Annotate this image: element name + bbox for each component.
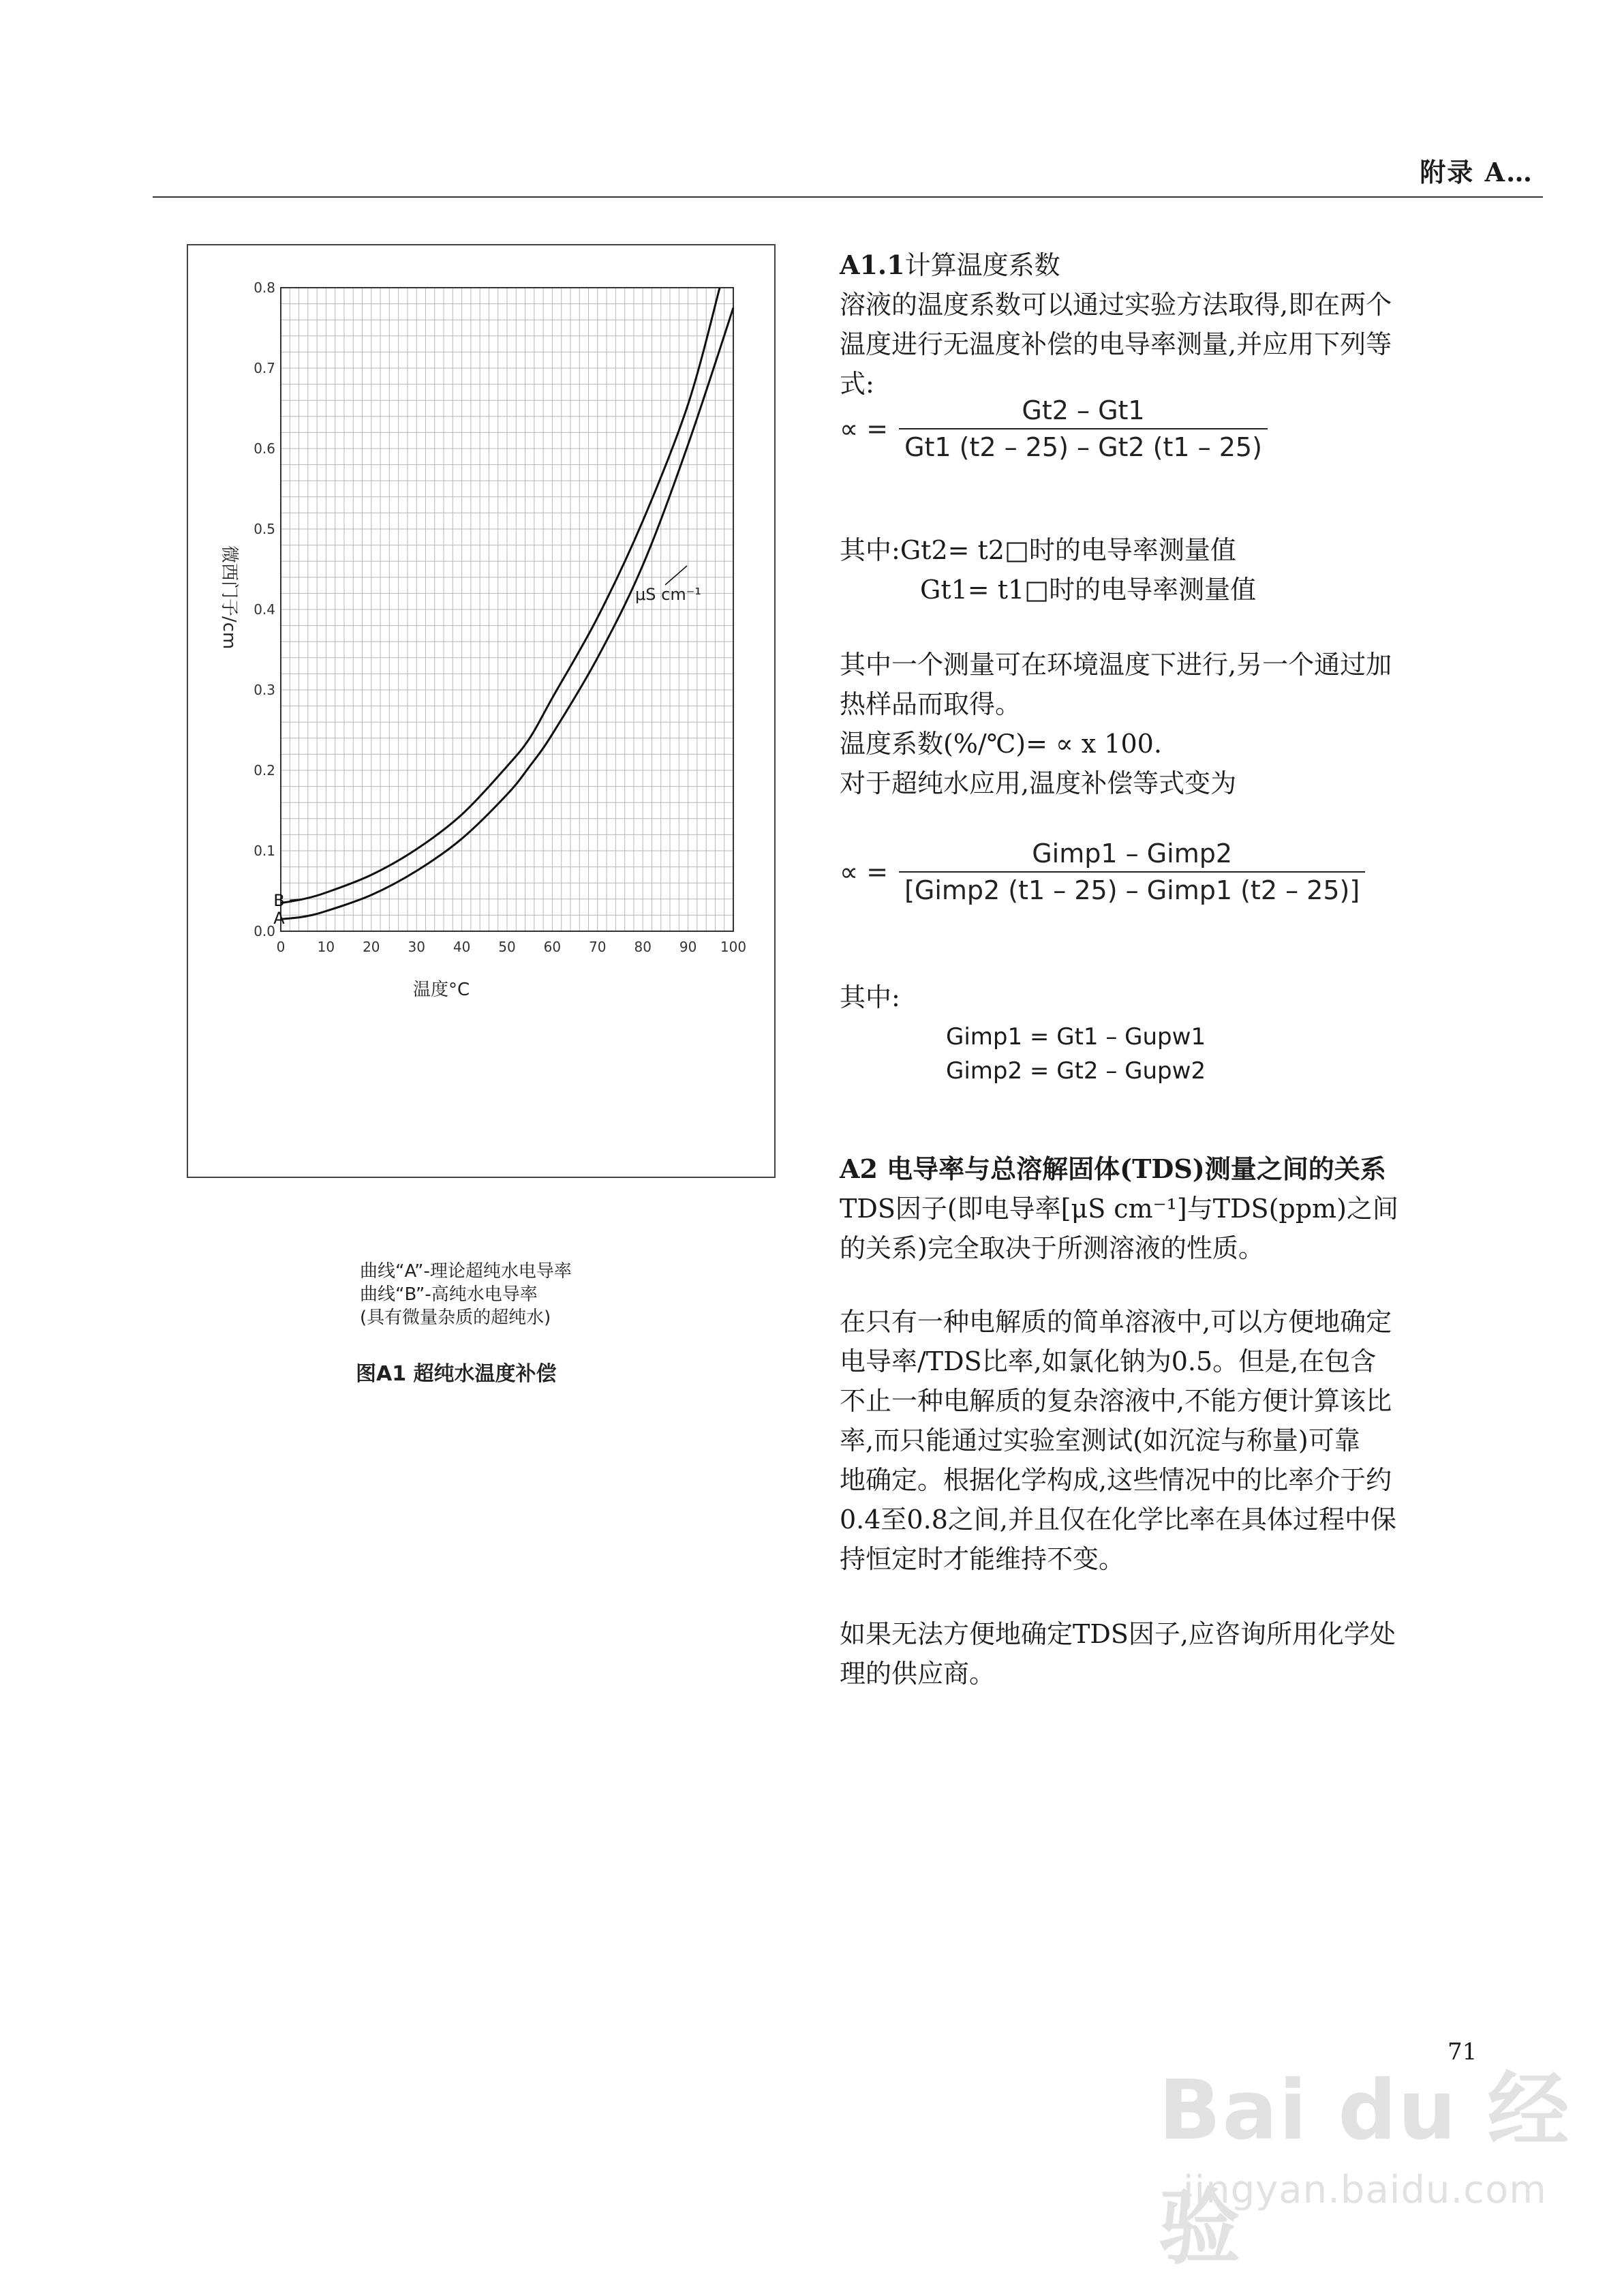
section-a11-para2 (840, 645, 1473, 803)
where-block-1 (840, 530, 1473, 609)
figure-caption (360, 1260, 769, 1329)
y-tick-label: 0.6 (254, 440, 275, 457)
unit-label-leader (665, 566, 687, 585)
heading-number: A1.1 (840, 250, 905, 280)
caption-line-b: 曲线“B”-高纯水电导率 (360, 1284, 538, 1305)
y-tick-label: 0.5 (254, 521, 275, 537)
where-label: 其中: (840, 535, 900, 565)
x-tick-label: 0 (276, 939, 286, 955)
x-tick-label: 60 (543, 939, 562, 955)
formula-lhs: ∝ = (840, 857, 889, 887)
section-a2-para3 (840, 1614, 1473, 1693)
x-tick-label: 70 (589, 939, 607, 955)
section-a11-para1 (840, 285, 1473, 404)
para-line: 热样品而取得。 (840, 689, 1022, 719)
heading-text: 计算温度系数 (904, 250, 1060, 280)
para-line: 溶液的温度系数可以通过实验方法取得,即在两个 (840, 290, 1392, 320)
y-tick-label: 0.4 (254, 601, 275, 618)
para-line: 不止一种电解质的复杂溶液中,不能方便计算该比 (840, 1386, 1392, 1416)
page-number: 71 (1448, 2038, 1478, 2066)
formula-lhs: ∝ = (840, 414, 889, 444)
para-line: 其中一个测量可在环境温度下进行,另一个通过加 (840, 650, 1392, 680)
para-line: 率,而只能通过实验室测试(如沉淀与称量)可靠 (840, 1425, 1360, 1455)
figure-title: 图A1 超纯水温度补偿 (356, 1362, 557, 1386)
formula-fraction (899, 395, 1268, 462)
para-line: 理的供应商。 (840, 1659, 996, 1689)
para-line: 持恒定时才能维持不变。 (840, 1544, 1125, 1574)
y-tick-label: 0.3 (254, 682, 275, 698)
chart-xlabel: 温度°C (413, 980, 470, 1000)
header-rule (153, 196, 1543, 198)
where-block-2 (946, 1020, 1206, 1088)
x-tick-label: 90 (679, 939, 697, 955)
formula-alpha-1 (840, 395, 1268, 462)
y-tick-label: 0.8 (254, 280, 275, 296)
series-label-a: A (273, 908, 285, 928)
caption-line-note: (具有微量杂质的超纯水) (360, 1308, 551, 1328)
para-line: 0.4至0.8之间,并且仅在化学比率在具体过程中保 (840, 1505, 1396, 1535)
chart-unit-label: μS cm⁻¹ (635, 585, 701, 604)
formula-fraction (899, 839, 1365, 905)
watermark-url: jingyan.baidu.com (1183, 2168, 1547, 2212)
para-line: 地确定。根据化学构成,这些情况中的比率介于约 (840, 1465, 1392, 1495)
para-line: 在只有一种电解质的简单溶液中,可以方便地确定 (840, 1307, 1392, 1337)
formula-alpha-2 (840, 839, 1365, 905)
x-tick-label: 20 (363, 939, 380, 955)
y-tick-label: 0.2 (254, 762, 275, 779)
temperature-compensation-chart (188, 245, 777, 1179)
para-line: TDS因子(即电导率[μS cm⁻¹]与TDS(ppm)之间 (840, 1194, 1398, 1224)
y-tick-label: 0.0 (254, 923, 275, 939)
header-title: 附录 A… (1420, 157, 1533, 187)
section-a2-para2 (840, 1302, 1473, 1579)
series-label-b: B (273, 890, 285, 910)
para-line: 温度系数(%/℃)= ∝ x 100. (840, 729, 1162, 759)
para-line: 如果无法方便地确定TDS因子,应咨询所用化学处 (840, 1619, 1396, 1649)
formula-denominator: Gt1 (t2 – 25) – Gt2 (t1 – 25) (899, 428, 1268, 462)
heading-text: A2 电导率与总溶解固体(TDS)测量之间的关系 (840, 1153, 1386, 1184)
x-tick-label: 80 (634, 939, 652, 955)
para-line: 式: (840, 369, 874, 399)
section-a2-para1 (840, 1189, 1473, 1268)
formula-denominator: [Gimp2 (t1 – 25) – Gimp1 (t2 – 25)] (899, 871, 1365, 905)
y-tick-label: 0.7 (254, 360, 275, 376)
para-line: 对于超纯水应用,温度补偿等式变为 (840, 768, 1237, 798)
chart-ylabel: 微西门子/cm (219, 545, 239, 650)
x-tick-label: 30 (408, 939, 425, 955)
x-tick-label: 40 (453, 939, 471, 955)
figure-frame (187, 244, 776, 1386)
where-label-2: 其中: (840, 982, 900, 1012)
x-tick-label: 50 (498, 939, 516, 955)
chart-series (273, 288, 733, 928)
watermark-logo: Bai du 经验 (1159, 2064, 1571, 2276)
where-line: Gimp2 = Gt2 – Gupw2 (946, 1057, 1206, 1085)
chart-tick-labels (254, 280, 746, 955)
where-line: Gt1= t1□时的电导率测量值 (920, 575, 1257, 605)
caption-line-a: 曲线“A”-理论超纯水电导率 (360, 1261, 572, 1282)
x-tick-label: 100 (720, 939, 747, 955)
section-a11-heading (840, 245, 1473, 285)
where-line: Gimp1 = Gt1 – Gupw1 (946, 1023, 1206, 1051)
para-line: 的关系)完全取决于所测溶液的性质。 (840, 1233, 1264, 1263)
where-line: Gt2= t2□时的电导率测量值 (900, 535, 1236, 565)
y-tick-label: 0.1 (254, 843, 275, 859)
chart-grid (281, 288, 733, 931)
section-a2-heading (840, 1149, 1473, 1189)
x-tick-label: 10 (317, 939, 335, 955)
formula-numerator: Gimp1 – Gimp2 (1032, 839, 1233, 868)
formula-numerator: Gt2 – Gt1 (1022, 395, 1145, 425)
para-line: 温度进行无温度补偿的电导率测量,并应用下列等 (840, 329, 1392, 359)
para-line: 电导率/TDS比率,如氯化钠为0.5。但是,在包含 (840, 1346, 1377, 1376)
